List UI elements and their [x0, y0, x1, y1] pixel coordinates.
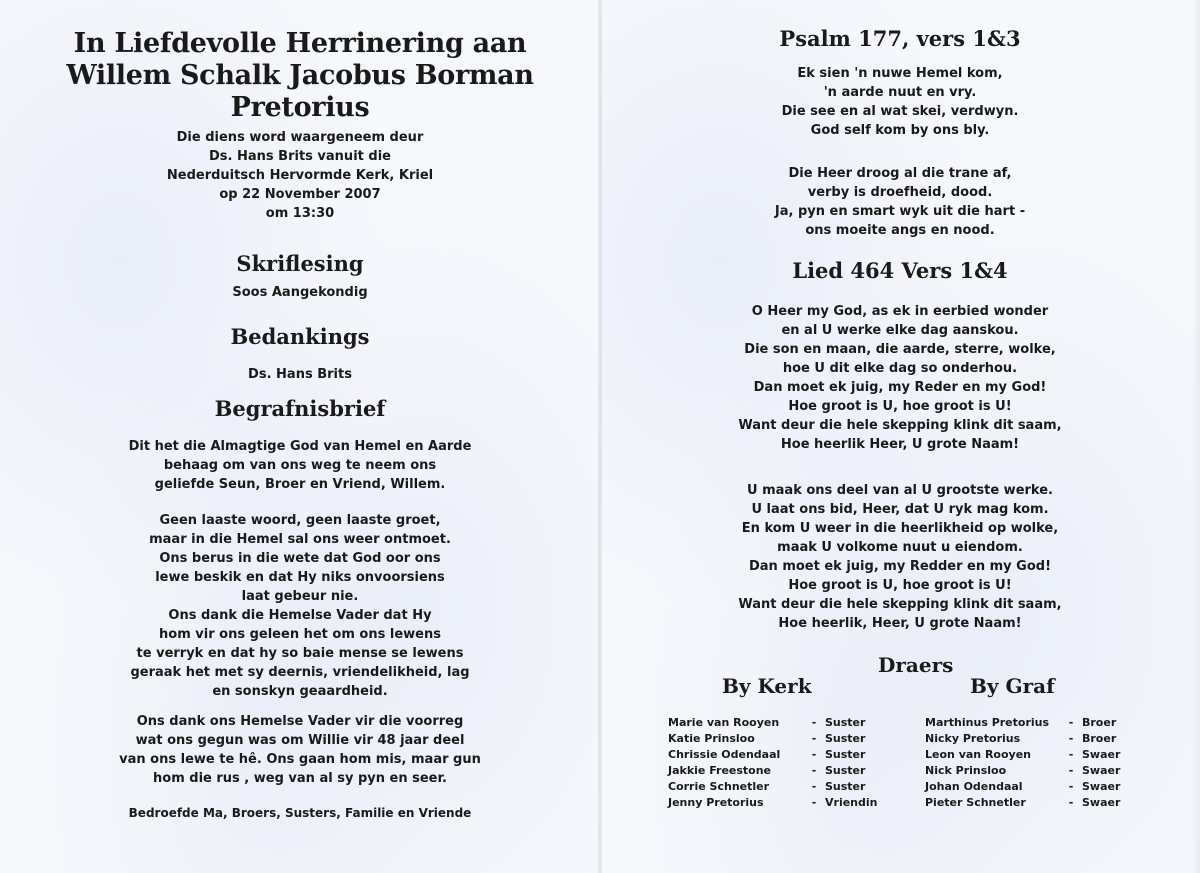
verse-line: hoe U dit elke dag so onderhou.: [782, 361, 1018, 376]
text-line: wat ons gegun was om Willie vir 48 jaar deel: [135, 733, 465, 748]
bearer-relation: Broer: [1082, 732, 1117, 745]
psalm-heading: Psalm 177, vers 1&3: [779, 26, 1021, 51]
list-item: [925, 795, 1120, 811]
separator: -: [811, 716, 817, 729]
draers-heading: Draers: [878, 653, 954, 677]
right-page: [600, 0, 1200, 873]
bearer-relation: Swaer: [1082, 780, 1121, 793]
verse-line: Die son en maan, die aarde, sterre, wolke,: [744, 342, 1056, 357]
skriflesing-text: Soos Aangekondig: [232, 285, 368, 300]
bearer-relation: Suster: [825, 732, 866, 745]
title-line-2: Willem Schalk Jacobus Borman Pretorius: [66, 60, 534, 123]
lied-verse-2: [630, 481, 1170, 633]
psalm-verse-2: [630, 164, 1170, 240]
page-edge: [1192, 0, 1200, 873]
bearer-name: Marthinus Pretorius: [925, 716, 1050, 729]
verse-line: Hoe groot is U, hoe groot is U!: [788, 399, 1012, 414]
text-line: laat gebeur nie.: [241, 589, 359, 604]
verse-line: en al U werke elke dag aanskou.: [781, 323, 1019, 338]
kerk-bearers-list: [668, 715, 877, 811]
verse-line: ons moeite angs en nood.: [805, 223, 995, 238]
bearer-relation: Swaer: [1082, 748, 1121, 761]
separator: -: [811, 748, 817, 761]
verse-line: U laat ons bid, Heer, dat U ryk mag kom.: [751, 502, 1049, 517]
separator: -: [1068, 796, 1074, 809]
text-line: hom die rus , weg van al sy pyn en seer.: [153, 771, 447, 786]
verse-line: Hoe groot is U, hoe groot is U!: [788, 578, 1012, 593]
service-line: op 22 November 2007: [219, 187, 381, 202]
lied-heading: Lied 464 Vers 1&4: [792, 258, 1008, 283]
text-line: Dit het die Almagtige God van Hemel en Aarde: [128, 439, 472, 454]
page-fold: [598, 0, 602, 873]
verse-line: verby is droefheid, dood.: [807, 185, 993, 200]
text-line: hom vir ons geleen het om ons lewens: [159, 627, 441, 642]
verse-line: Dan moet ek juig, my Reder en my God!: [753, 380, 1047, 395]
text-line: maar in die Hemel sal ons weer ontmoet.: [149, 532, 451, 547]
separator: -: [1068, 732, 1074, 745]
bearer-name: Pieter Schnetler: [925, 796, 1026, 809]
service-line: Ds. Hans Brits vanuit die: [209, 149, 391, 164]
title-line-1: In Liefdevolle Herrinering aan: [73, 28, 527, 59]
list-item: [668, 779, 877, 795]
verse-line: 'n aarde nuut en vry.: [823, 85, 977, 100]
verse-line: Dan moet ek juig, my Redder en my God!: [748, 559, 1052, 574]
bearer-name: Johan Odendaal: [925, 780, 1023, 793]
list-item: [925, 747, 1120, 763]
text-line: Ons dank ons Hemelse Vader vir die voorreg: [136, 714, 464, 729]
bearer-name: Leon van Rooyen: [925, 748, 1031, 761]
text-line: Ons berus in die wete dat God oor ons: [159, 551, 441, 566]
text-line: lewe beskik en dat Hy niks onvoorsiens: [155, 570, 445, 585]
text-line: Ons dank die Hemelse Vader dat Hy: [168, 608, 432, 623]
separator: -: [811, 764, 817, 777]
service-line: om 13:30: [265, 206, 335, 221]
list-item: [668, 731, 877, 747]
separator: -: [1068, 764, 1074, 777]
separator: -: [811, 732, 817, 745]
bearer-relation: Suster: [825, 748, 866, 761]
bearer-relation: Swaer: [1082, 796, 1121, 809]
bearer-relation: Suster: [825, 764, 866, 777]
bearer-name: Nicky Pretorius: [925, 732, 1021, 745]
verse-line: Ek sien 'n nuwe Hemel kom,: [797, 66, 1003, 81]
separator: -: [1068, 716, 1074, 729]
list-item: [925, 715, 1120, 731]
lied-verse-1: [630, 302, 1170, 454]
text-line: te verryk en dat hy so baie mense se lewens: [136, 646, 464, 661]
begrafnisbrief-paragraph-3: [40, 712, 560, 788]
bearer-name: Jakkie Freestone: [668, 764, 772, 777]
bearer-name: Katie Prinsloo: [668, 732, 755, 745]
list-item: [668, 715, 877, 731]
verse-line: Want deur die hele skepping klink dit saam,: [738, 418, 1062, 433]
by-graf-heading: By Graf: [970, 674, 1055, 698]
verse-line: Die see en al wat skei, verdwyn.: [781, 104, 1019, 119]
text-line: en sonskyn geaardheid.: [212, 684, 388, 699]
skriflesing-heading: Skriflesing: [236, 251, 364, 276]
verse-line: God self kom by ons bly.: [810, 123, 990, 138]
bearer-relation: Suster: [825, 716, 866, 729]
bearer-name: Chrissie Odendaal: [668, 748, 781, 761]
bearer-relation: Broer: [1082, 716, 1117, 729]
verse-line: Die Heer droog al die trane af,: [788, 166, 1012, 181]
bearer-name: Nick Prinsloo: [925, 764, 1007, 777]
text-line: behaag om van ons weg te neem ons: [163, 458, 437, 473]
bearer-name: Jenny Pretorius: [668, 796, 764, 809]
list-item: [925, 763, 1120, 779]
verse-line: En kom U weer in die heerlikheid op wolke,: [741, 521, 1059, 536]
separator: -: [811, 796, 817, 809]
verse-line: U maak ons deel van al U grootste werke.: [747, 483, 1053, 498]
text-line: geraak het met sy deernis, vriendelikheid, lag: [130, 665, 470, 680]
memorial-title: [40, 28, 560, 124]
verse-line: O Heer my God, as ek in eerbied wonder: [751, 304, 1049, 319]
verse-line: Want deur die hele skepping klink dit saam,: [738, 597, 1062, 612]
verse-line: Ja, pyn en smart wyk uit die hart -: [774, 204, 1026, 219]
list-item: [668, 747, 877, 763]
graf-bearers-list: [925, 715, 1120, 811]
bearer-relation: Swaer: [1082, 764, 1121, 777]
text-line: geliefde Seun, Broer en Vriend, Willem.: [154, 477, 446, 492]
begrafnisbrief-heading: Begrafnisbrief: [214, 396, 386, 421]
separator: -: [1068, 748, 1074, 761]
list-item: [668, 795, 877, 811]
bedankings-heading: Bedankings: [230, 324, 370, 349]
begrafnisbrief-paragraph-1: [40, 437, 560, 494]
list-item: [925, 779, 1120, 795]
verse-line: Hoe heerlik, Heer, U grote Naam!: [778, 616, 1022, 631]
service-line: Nederduitsch Hervormde Kerk, Kriel: [166, 168, 434, 183]
service-line: Die diens word waargeneem deur: [176, 130, 424, 145]
by-kerk-heading: By Kerk: [722, 674, 812, 698]
signoff: Bedroefde Ma, Broers, Susters, Familie en Vriende: [128, 806, 472, 820]
psalm-verse-1: [630, 64, 1170, 140]
separator: -: [1068, 780, 1074, 793]
begrafnisbrief-paragraph-2: [40, 511, 560, 701]
separator: -: [811, 780, 817, 793]
verse-line: Hoe heerlik Heer, U grote Naam!: [780, 437, 1020, 452]
list-item: [668, 763, 877, 779]
service-details: [40, 128, 560, 223]
bearer-name: Marie van Rooyen: [668, 716, 780, 729]
list-item: [925, 731, 1120, 747]
bearer-name: Corrie Schnetler: [668, 780, 770, 793]
bedankings-text: Ds. Hans Brits: [248, 367, 352, 382]
text-line: van ons lewe te hê. Ons gaan hom mis, maar gun: [119, 752, 481, 767]
bearer-relation: Vriendin: [825, 796, 878, 809]
bearer-relation: Suster: [825, 780, 866, 793]
text-line: Geen laaste woord, geen laaste groet,: [159, 513, 441, 528]
verse-line: maak U volkome nuut u eiendom.: [777, 540, 1023, 555]
